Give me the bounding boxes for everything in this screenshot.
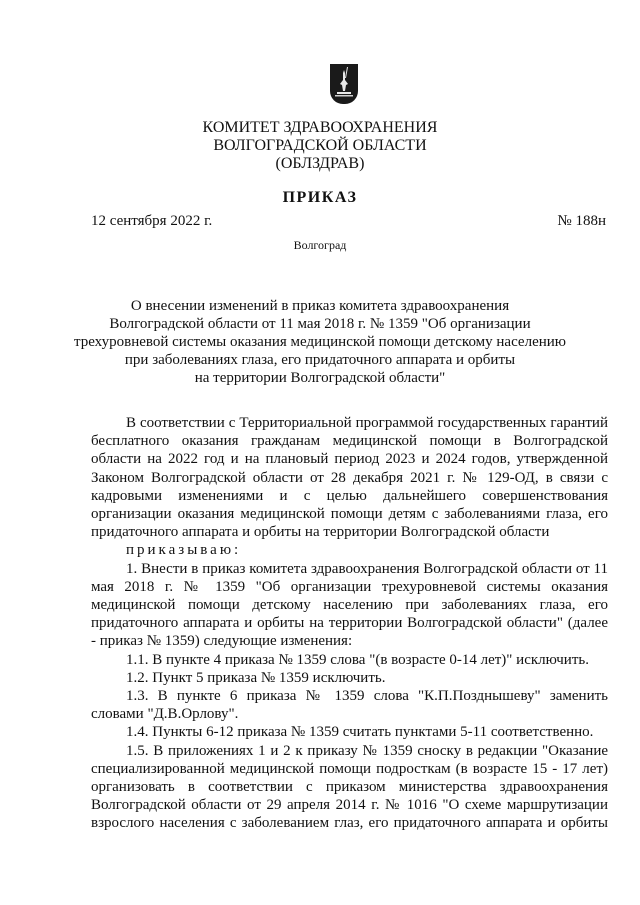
item-1-paragraph: 1. Внести в приказ комитета здравоохранения Волгоградской области от 11 мая 2018 г. № 1359 "Об организации трехуровневой системы оказания медицинской помощи детскому населению при заболеваниях глаза, его придаточного аппарата и орбиты на территории Волгоградской области" (далее - приказ № 1359) следующие изменения:	[91, 560, 608, 650]
document-city: Волгоград	[293, 238, 347, 252]
order-word: приказываю:	[126, 542, 242, 559]
document-body	[91, 414, 608, 833]
item-1-3-paragraph: 1.3. В пункте 6 приказа № 1359 слова "К.П.Позднышеву" заменить словами "Д.В.Орлову".	[91, 688, 608, 723]
item-1-4-paragraph: 1.4. Пункты 6-12 приказа № 1359 считать пунктами 5-11 соответственно.	[126, 724, 594, 741]
subject-line: на территории Волгоградской области"	[194, 370, 446, 386]
subject-line: Волгоградской области от 11 мая 2018 г. № 1359 "Об организации	[109, 316, 531, 332]
item-1-1-paragraph: 1.1. В пункте 4 приказа № 1359 слова "(в возрасте 0-14 лет)" исключить.	[126, 651, 589, 668]
document-type-title: ПРИКАЗ	[282, 189, 358, 206]
organization-name-line1: КОМИТЕТ ЗДРАВООХРАНЕНИЯ	[202, 119, 438, 136]
item-1-2-paragraph: 1.2. Пункт 5 приказа № 1359 исключить.	[126, 669, 386, 686]
item-1-5-paragraph: 1.5. В приложениях 1 и 2 к приказу № 1359 сноску в редакции "Оказание специализированной медицинской помощи подросткам (в возрасте 15 - 17 лет) организовать в соответствии с приказом министерства здравоохранения Волгоградской области от 29 апреля 2014 г. № 1016 "О схеме маршрутизации взрослого населения с заболеванием глаз, его придаточного аппарата и орбиты	[91, 742, 608, 832]
preamble-paragraph: В соответствии с Территориальной программой государственных гарантий бесплатного оказания гражданам медицинской помощи в Волгоградской области на 2022 год и на плановый период 2023 и 2024 годов, утвержденной Законом Волгоградской области от 28 декабря 2021 г. № 129-ОД, в связи с кадровыми изменениями и с целью дальнейшего совершенствования организации оказания медицинской помощи детям с заболеваниями глаза, его придаточного аппарата и орбиты на территории Волгоградской области	[91, 415, 608, 541]
document-date: 12 сентября 2022 г.	[91, 213, 213, 229]
volgograd-coat-of-arms-icon	[330, 64, 358, 104]
organization-name-line2: ВОЛГОГРАДСКОЙ ОБЛАСТИ	[213, 137, 427, 154]
document-subject	[0, 297, 640, 387]
subject-line: трехуровневой системы оказания медицинской помощи детскому населению	[73, 334, 566, 350]
organization-abbreviation: (ОБЛЗДРАВ)	[275, 155, 365, 172]
subject-line: при заболеваниях глаза, его придаточного аппарата и орбиты	[124, 352, 516, 368]
document-number: № 188н	[557, 213, 606, 229]
subject-line: О внесении изменений в приказ комитета здравоохранения	[130, 298, 510, 314]
